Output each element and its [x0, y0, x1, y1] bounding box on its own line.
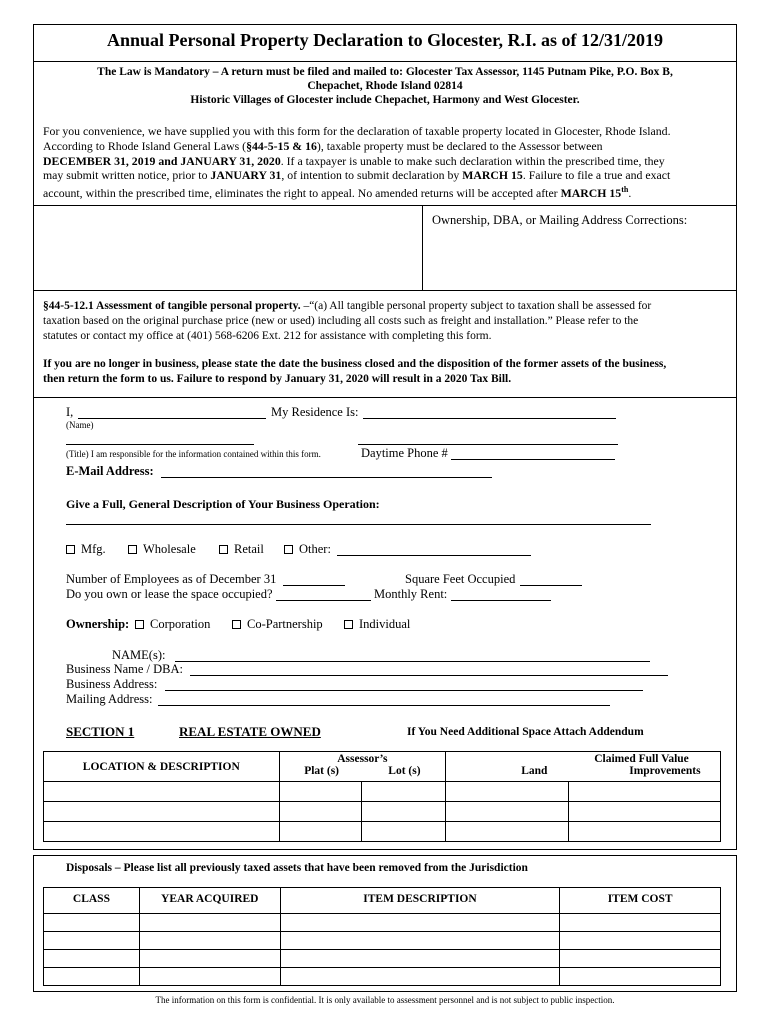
- section-1-title: REAL ESTATE OWNED: [179, 724, 321, 739]
- name-field[interactable]: [78, 418, 266, 419]
- table-cell[interactable]: [139, 932, 280, 950]
- real-estate-header-row: [44, 752, 721, 782]
- address-box[interactable]: [33, 205, 423, 291]
- other-option[interactable]: [284, 542, 331, 557]
- claimed-value-header: [446, 752, 721, 782]
- mfg-checkbox[interactable]: [66, 545, 75, 554]
- wholesale-option[interactable]: [128, 542, 196, 557]
- phone-field[interactable]: [451, 459, 615, 460]
- table-cell[interactable]: [139, 914, 280, 932]
- item-cost-header-text: ITEM COST: [607, 893, 673, 905]
- disposals-heading: Disposals – Please list all previously taxed assets that have been removed from the Jurisdiction: [66, 862, 528, 874]
- title-field[interactable]: [66, 444, 254, 445]
- table-cell[interactable]: [44, 950, 140, 968]
- mailing-instructions-line1: The Law is Mandatory – A return must be filed and mailed to: Glocester Tax Assessor, 1145 Putnam Pike, P.O. Box B,: [97, 66, 673, 78]
- statute-paragraph: [43, 299, 733, 387]
- year-acquired-header: [139, 888, 280, 914]
- improvements-header-text: Improvements: [629, 765, 701, 777]
- sqft-field[interactable]: [520, 585, 582, 586]
- names-field[interactable]: [175, 661, 650, 662]
- table-cell[interactable]: [44, 968, 140, 986]
- business-name-field[interactable]: [190, 675, 668, 676]
- corporation-checkbox[interactable]: [135, 620, 144, 629]
- statute-ref: §44-5-15 & 16: [246, 138, 317, 153]
- employees-field[interactable]: [283, 585, 345, 586]
- intro-text: account, within the prescribed time, eliminates the right to appeal. No amended returns will be accepted after: [43, 186, 561, 201]
- real-estate-table: [43, 751, 721, 842]
- ownership-label: Ownership:: [66, 617, 130, 631]
- location-header: [44, 752, 280, 782]
- statute-line-2: taxation based on the original purchase price (new or used) including all costs such as freight and installation.” Please refer to the: [43, 314, 639, 327]
- intro-text: .: [628, 186, 632, 201]
- table-cell[interactable]: [280, 932, 560, 950]
- copartnership-label: Co-Partnership: [247, 617, 323, 631]
- table-cell[interactable]: [44, 782, 280, 802]
- assessors-header: [279, 752, 446, 782]
- intro-text: may submit written notice, prior to: [43, 168, 211, 183]
- table-cell[interactable]: [44, 822, 280, 842]
- plat-lot-header: [280, 765, 446, 777]
- table-cell[interactable]: [560, 914, 721, 932]
- confidentiality-footer: The information on this form is confidential. It is only available to assessment personnel and is not subject to public inspection.: [155, 995, 615, 1005]
- section-1-note: If You Need Additional Space Attach Addendum: [407, 726, 644, 738]
- assessors-header-text: Assessor’s: [337, 753, 388, 765]
- table-cell[interactable]: [569, 802, 721, 822]
- item-description-header: [280, 888, 560, 914]
- table-cell[interactable]: [279, 802, 362, 822]
- employees-label: Number of Employees as of December 31: [66, 572, 277, 586]
- table-cell[interactable]: [569, 822, 721, 842]
- deadline-date: JANUARY 31: [210, 168, 282, 183]
- individual-option[interactable]: [344, 617, 410, 632]
- email-field[interactable]: [161, 477, 492, 478]
- names-label: NAME(s):: [112, 648, 166, 662]
- intro-text: . Failure to file a true and exact: [522, 168, 671, 183]
- description-field[interactable]: [66, 524, 651, 525]
- retail-checkbox[interactable]: [219, 545, 228, 554]
- intro-line-1: For you convenience, we have supplied you with this form for the declaration of taxable property located in Glocester, Rhode Island.: [43, 124, 671, 138]
- table-cell[interactable]: [362, 782, 446, 802]
- mailing-address-label: Mailing Address:: [66, 692, 153, 706]
- plat-header-text: Plat (s): [304, 765, 340, 777]
- item-description-header-text: ITEM DESCRIPTION: [363, 893, 477, 905]
- page-title: Annual Personal Property Declaration to Glocester, R.I. as of 12/31/2019: [107, 30, 663, 50]
- wholesale-checkbox[interactable]: [128, 545, 137, 554]
- table-cell[interactable]: [560, 950, 721, 968]
- email-label-text: E-Mail Address: [66, 464, 150, 478]
- sqft-label: Square Feet Occupied: [405, 572, 516, 586]
- mfg-option[interactable]: [66, 542, 106, 556]
- residence-field[interactable]: [363, 418, 616, 419]
- table-row[interactable]: [44, 782, 721, 802]
- table-cell[interactable]: [139, 950, 280, 968]
- mfg-label: Mfg.: [81, 542, 106, 556]
- retail-label: Retail: [234, 542, 264, 556]
- other-checkbox[interactable]: [284, 545, 293, 554]
- rent-label: Monthly Rent:: [374, 587, 448, 601]
- intro-line-5: [43, 183, 733, 201]
- description-label: Give a Full, General Description of Your Business Operation:: [66, 497, 380, 511]
- intro-text: . If a taxpayer is unable to make such declaration within the prescribed time, they: [280, 153, 665, 168]
- table-row[interactable]: [44, 950, 721, 968]
- business-address-field[interactable]: [165, 690, 643, 691]
- own-lease-label: Do you own or lease the space occupied?: [66, 587, 273, 601]
- mailing-instructions-line2: Chepachet, Rhode Island 02814: [307, 80, 463, 92]
- title-hint: (Title) I am responsible for the information contained within this form.: [66, 449, 321, 459]
- table-cell[interactable]: [280, 968, 560, 986]
- table-cell[interactable]: [44, 802, 280, 822]
- other-label: Other:: [299, 542, 331, 556]
- table-row[interactable]: [44, 822, 721, 842]
- statute-line-3: statutes or contact my office at (401) 568-6206 Ext. 212 for assistance with completing this form.: [43, 329, 492, 342]
- mailing-address-field[interactable]: [158, 705, 610, 706]
- deadline-date: MARCH 15: [462, 168, 523, 183]
- table-row[interactable]: [44, 802, 721, 822]
- residence-label: My Residence Is:: [271, 405, 359, 419]
- corporation-label: Corporation: [150, 617, 211, 631]
- table-cell[interactable]: [560, 968, 721, 986]
- corporation-option[interactable]: [135, 617, 210, 632]
- claimed-header-text: Claimed Full Value: [594, 753, 689, 765]
- historic-villages-line: Historic Villages of Glocester include Chepachet, Harmony and West Glocester.: [190, 94, 580, 106]
- section-1-number: SECTION 1: [66, 724, 135, 739]
- class-header: [44, 888, 140, 914]
- intro-text: According to Rhode Island General Laws (: [43, 138, 247, 153]
- intro-line-4: [43, 168, 733, 183]
- deadline-date: MARCH 15: [560, 186, 622, 201]
- intro-line-3: [43, 154, 733, 169]
- table-cell[interactable]: [446, 822, 569, 842]
- residence-field-2[interactable]: [358, 444, 618, 445]
- ordinal-suffix: th: [621, 185, 629, 195]
- table-cell[interactable]: [362, 822, 446, 842]
- business-type-row: [66, 542, 331, 557]
- land-header-text: Land: [521, 765, 548, 777]
- table-row[interactable]: [44, 968, 721, 986]
- intro-line-2: [43, 139, 733, 154]
- table-row[interactable]: [44, 932, 721, 950]
- statute-text: –“(a) All tangible personal property subject to taxation shall be assessed for: [300, 300, 652, 312]
- table-cell[interactable]: [280, 950, 560, 968]
- individual-label: Individual: [359, 617, 411, 631]
- disposals-table: [43, 887, 721, 986]
- intro-text: , of intention to submit declaration by: [281, 168, 463, 183]
- table-cell[interactable]: [362, 802, 446, 822]
- email-label: [66, 464, 154, 479]
- deadline-dates: DECEMBER 31, 2019 and JANUARY 31, 2020: [43, 153, 281, 168]
- business-closed-line-2: then return the form to us. Failure to respond by January 31, 2020 will result in a 2020 Tax Bill.: [43, 373, 512, 386]
- table-cell[interactable]: [44, 914, 140, 932]
- table-cell[interactable]: [560, 932, 721, 950]
- table-cell[interactable]: [280, 914, 560, 932]
- email-colon: :: [149, 464, 154, 478]
- intro-text: ), taxable property must be declared to the Assessor between: [316, 138, 603, 153]
- i-label: I,: [66, 405, 74, 419]
- location-header-text: LOCATION & DESCRIPTION: [82, 760, 240, 773]
- wholesale-label: Wholesale: [143, 542, 196, 556]
- phone-label: Daytime Phone #: [361, 446, 448, 460]
- intro-paragraph: [43, 124, 733, 201]
- year-acquired-header-text: YEAR ACQUIRED: [161, 893, 259, 905]
- copartnership-option[interactable]: [232, 617, 323, 632]
- business-name-label: Business Name / DBA:: [66, 662, 184, 676]
- corrections-label: Ownership, DBA, or Mailing Address Corrections:: [432, 213, 688, 227]
- business-closed-line-1: If you are no longer in business, please state the date the business closed and the disposition of the former assets of the business,: [43, 358, 667, 371]
- own-lease-field[interactable]: [276, 600, 371, 601]
- business-address-label: Business Address:: [66, 677, 158, 691]
- disposals-header-row: [44, 888, 721, 914]
- item-cost-header: [560, 888, 721, 914]
- copartnership-checkbox[interactable]: [232, 620, 241, 629]
- land-improvements-header: [446, 765, 720, 779]
- table-cell[interactable]: [279, 782, 362, 802]
- table-cell[interactable]: [279, 822, 362, 842]
- other-field[interactable]: [337, 555, 531, 556]
- name-hint: (Name): [66, 420, 94, 430]
- statute-title: §44-5-12.1 Assessment of tangible personal property.: [43, 300, 301, 312]
- table-cell[interactable]: [44, 932, 140, 950]
- table-cell[interactable]: [446, 802, 569, 822]
- individual-checkbox[interactable]: [344, 620, 353, 629]
- table-cell[interactable]: [139, 968, 280, 986]
- retail-option[interactable]: [219, 542, 264, 557]
- statute-line-1: [43, 299, 733, 314]
- class-header-text: CLASS: [72, 893, 110, 905]
- lot-header-text: Lot (s): [388, 765, 421, 777]
- rent-field[interactable]: [451, 600, 551, 601]
- table-cell[interactable]: [569, 782, 721, 802]
- table-cell[interactable]: [446, 782, 569, 802]
- table-row[interactable]: [44, 914, 721, 932]
